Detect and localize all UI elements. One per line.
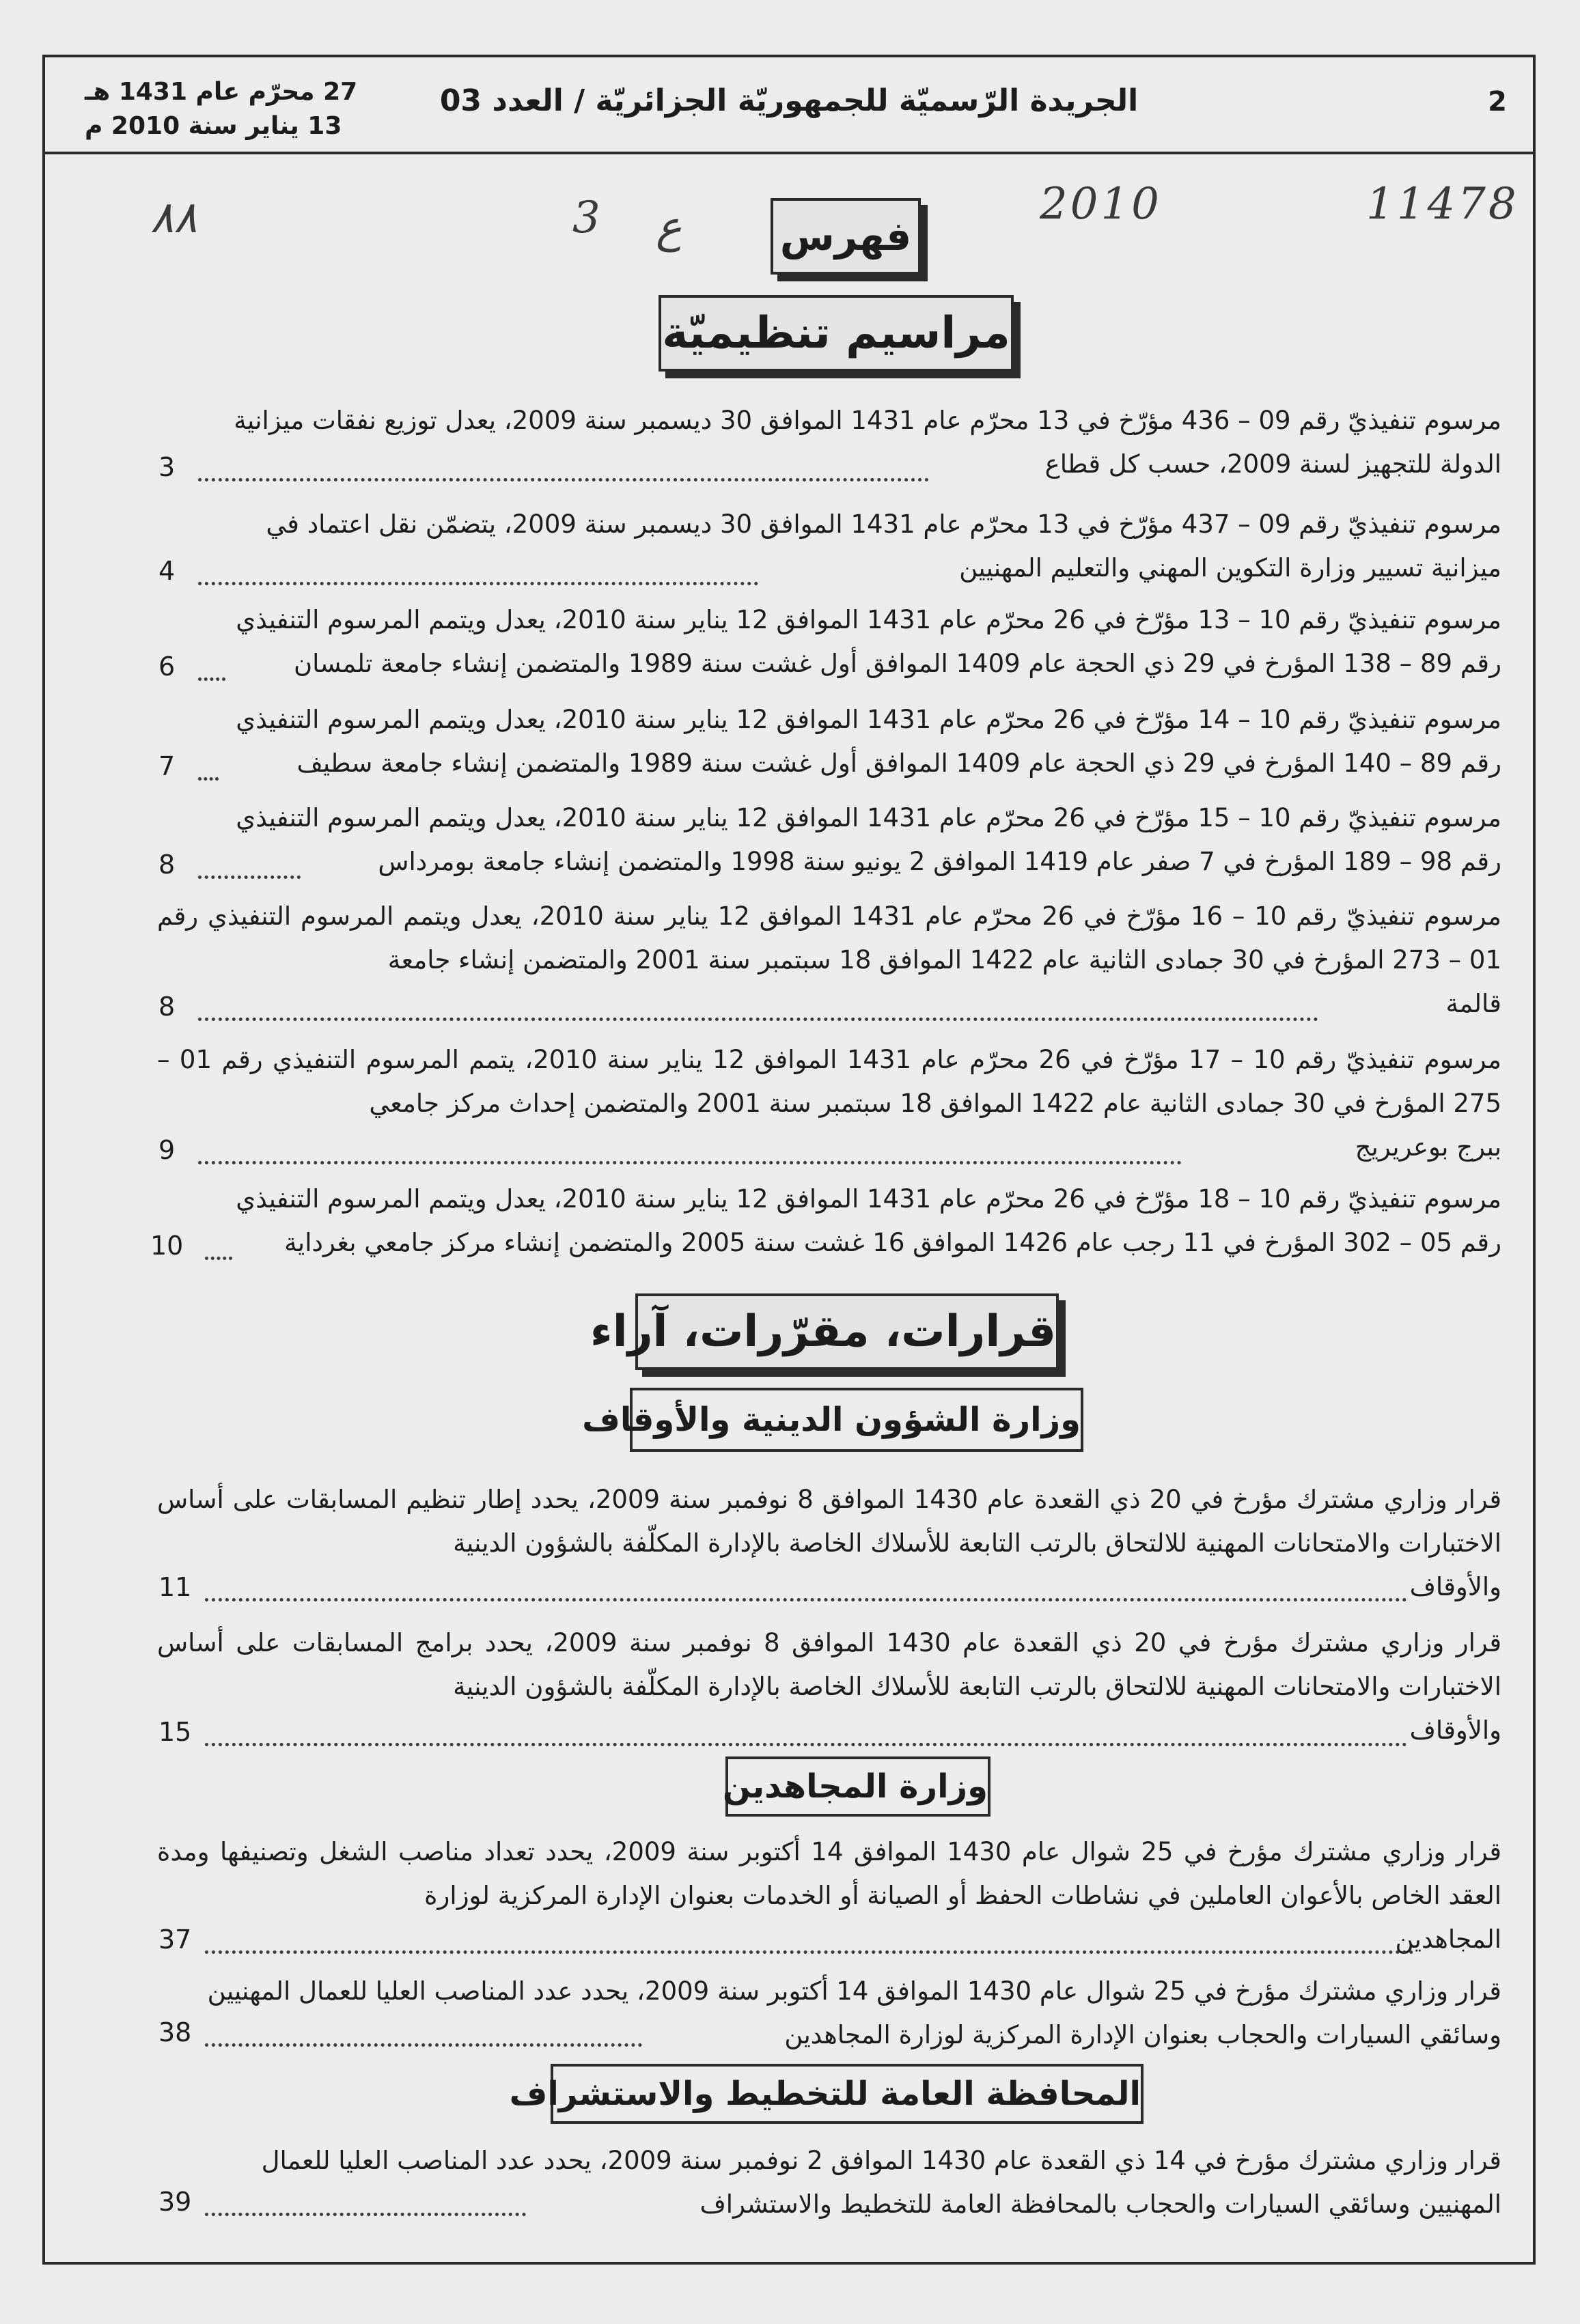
index-entry: قرار وزاري مشترك مؤرخ في 25 شوال عام 1430 الموافق 14 أكتوبر سنة 2009، يحدد تعداد مناصب الشغل وتصنيفها ومدة العقد الخاص بالأعوان العاملين في نشاطات الحفظ أو الصيانة أو الخدمات بعنوان الإدارة المركزية لوزارة المجاهدين (157, 1837, 1502, 1954)
page-ref: 11 (158, 1572, 192, 1602)
index-entry: مرسوم تنفيذيّ رقم 10 – 14 مؤرّخ في 26 محرّم عام 1431 الموافق 12 يناير سنة 2010، يعدل ويتمم المرسوم التنفيذي رقم 89 – 140 المؤرخ في 29 ذي الحجة عام 1409 الموافق أول غشت سنة 1989 والمتضمن إنشاء جامعة سطيف (236, 705, 1501, 778)
leader-dots (198, 677, 225, 681)
index-entry: مرسوم تنفيذيّ رقم 09 – 437 مؤرّخ في 13 محرّم عام 1431 الموافق 30 ديسمبر سنة 2009، يتضمّن نقل اعتماد في ميزانية تسيير وزارة التكوين المهني والتعليم المهنيين (266, 509, 1501, 583)
date-gregorian: 13 يناير سنة 2010 م (85, 112, 342, 140)
leader-dots (198, 582, 758, 585)
ministry-title-religious-affairs: وزارة الشؤون الدينية والأوقاف (630, 1388, 1083, 1452)
index-entry: مرسوم تنفيذيّ رقم 10 – 13 مؤرّخ في 26 محرّم عام 1431 الموافق 12 يناير سنة 2010، يعدل ويتمم المرسوم التنفيذي رقم 89 – 138 المؤرخ في 29 ذي الحجة عام 1409 الموافق أول غشت سنة 1989 والمتضمن إنشاء جامعة تلمسان (236, 605, 1501, 678)
page-ref: 4 (158, 556, 176, 586)
leader-dots (198, 1018, 1318, 1021)
leader-dots (205, 1743, 1407, 1746)
leader-dots (198, 876, 301, 879)
page-ref: 15 (158, 1717, 192, 1747)
page-ref: 6 (158, 652, 176, 682)
index-entry: قرار وزاري مشترك مؤرخ في 20 ذي القعدة عام 1430 الموافق 8 نوفمبر سنة 2009، يحدد إطار تنظيم المسابقات على أساس الاختبارات والامتحانات المهنية للالتحاق بالرتب التابعة للأسلاك الخاصة بالإدارة المكلّفة بالشؤون الدينية والأوقاف (157, 1485, 1502, 1601)
leader-dots (205, 2213, 526, 2216)
ministry-title-mujahideen: وزارة المجاهدين (725, 1756, 990, 1817)
index-entry: مرسوم تنفيذيّ رقم 10 – 15 مؤرّخ في 26 محرّم عام 1431 الموافق 12 يناير سنة 2010، يعدل ويتمم المرسوم التنفيذي رقم 98 – 189 المؤرخ في 7 صفر عام 1419 الموافق 2 يونيو سنة 1998 والمتضمن إنشاء جامعة بومرداس (236, 803, 1501, 876)
section-title-decrees: مراسيم تنظيميّة (659, 295, 1014, 372)
journal-title: الجريدة الرّسميّة للجمهوريّة الجزائريّة / العدد 03 (439, 83, 1139, 118)
handwritten-code-left: ٨٨ (150, 193, 197, 243)
leader-dots (205, 1950, 1414, 1954)
leader-dots (205, 2043, 642, 2047)
page-ref: 8 (158, 992, 176, 1022)
page-ref: 7 (158, 751, 176, 781)
index-entry: مرسوم تنفيذيّ رقم 10 – 17 مؤرّخ في 26 محرّم عام 1431 الموافق 12 يناير سنة 2010، يتمم المرسوم التنفيذي رقم 01 – 275 المؤرخ في 30 جمادى الثانية عام 1422 الموافق 18 سبتمبر سنة 2001 والمتضمن إحداث مركز جامعي ببرج بوعريريج (157, 1045, 1502, 1162)
index-entry: مرسوم تنفيذيّ رقم 10 – 16 مؤرّخ في 26 محرّم عام 1431 الموافق 12 يناير سنة 2010، يعدل ويتمم المرسوم التنفيذي رقم 01 – 273 المؤرخ في 30 جمادى الثانية عام 1422 الموافق 18 سبتمبر سنة 2001 والمتضمن إنشاء جامعة قالمة (157, 901, 1501, 1018)
page-ref: 39 (158, 2187, 192, 2217)
page-number: 2 (1488, 86, 1507, 117)
leader-dots (198, 478, 929, 481)
leader-dots (205, 1598, 1407, 1601)
leader-dots (205, 1257, 232, 1260)
index-entry: مرسوم تنفيذيّ رقم 09 – 436 مؤرّخ في 13 محرّم عام 1431 الموافق 30 ديسمبر سنة 2009، يعدل توزيع نفقات ميزانية الدولة للتجهيز لسنة 2009، حسب كل قطاع (234, 406, 1501, 479)
handwritten-mark-3: 3 (572, 193, 603, 243)
section-title-decisions: قرارات، مقرّرات، آراء (635, 1293, 1059, 1370)
handwritten-code-right: 11478 (1366, 179, 1519, 229)
handwritten-mark-ain: ع (656, 202, 682, 253)
ministry-title-planning: المحافظة العامة للتخطيط والاستشراف (551, 2064, 1144, 2124)
page-ref: 10 (150, 1231, 184, 1261)
issue-date (85, 75, 357, 143)
page-ref: 9 (158, 1135, 176, 1165)
page-ref: 3 (158, 452, 176, 482)
index-entry: مرسوم تنفيذيّ رقم 10 – 18 مؤرّخ في 26 محرّم عام 1431 الموافق 12 يناير سنة 2010، يعدل ويتمم المرسوم التنفيذي رقم 05 – 302 المؤرخ في 11 رجب عام 1426 الموافق 16 غشت سنة 2005 والمتضمن إنشاء مركز جامعي بغرداية (236, 1184, 1501, 1257)
page-ref: 38 (158, 2017, 192, 2047)
index-entry: قرار وزاري مشترك مؤرخ في 25 شوال عام 1430 الموافق 14 أكتوبر سنة 2009، يحدد عدد المناصب العليا للعمال المهنيين وسائقي السيارات والحجاب بعنوان الإدارة المركزية لوزارة المجاهدين (207, 1976, 1501, 2049)
leader-dots (198, 1161, 1182, 1164)
index-entry: قرار وزاري مشترك مؤرخ في 14 ذي القعدة عام 1430 الموافق 2 نوفمبر سنة 2009، يحدد عدد المناصب العليا للعمال المهنيين وسائقي السيارات والحجاب بالمحافظة العامة للتخطيط والاستشراف (261, 2146, 1501, 2219)
page-header (45, 57, 1533, 154)
page-ref: 37 (158, 1924, 192, 1955)
leader-dots (198, 777, 219, 781)
page-ref: 8 (158, 850, 176, 880)
date-hijri: 27 محرّم عام 1431 هـ (85, 78, 358, 106)
index-entry: قرار وزاري مشترك مؤرخ في 20 ذي القعدة عام 1430 الموافق 8 نوفمبر سنة 2009، يحدد برامج المسابقات على أساس الاختبارات والامتحانات المهنية للالتحاق بالرتب التابعة للأسلاك الخاصة بالإدارة المكلّفة بالشؤون الدينية والأوقاف (157, 1628, 1502, 1745)
index-title: فهرس (771, 198, 921, 275)
handwritten-year: 2010 (1040, 179, 1162, 229)
